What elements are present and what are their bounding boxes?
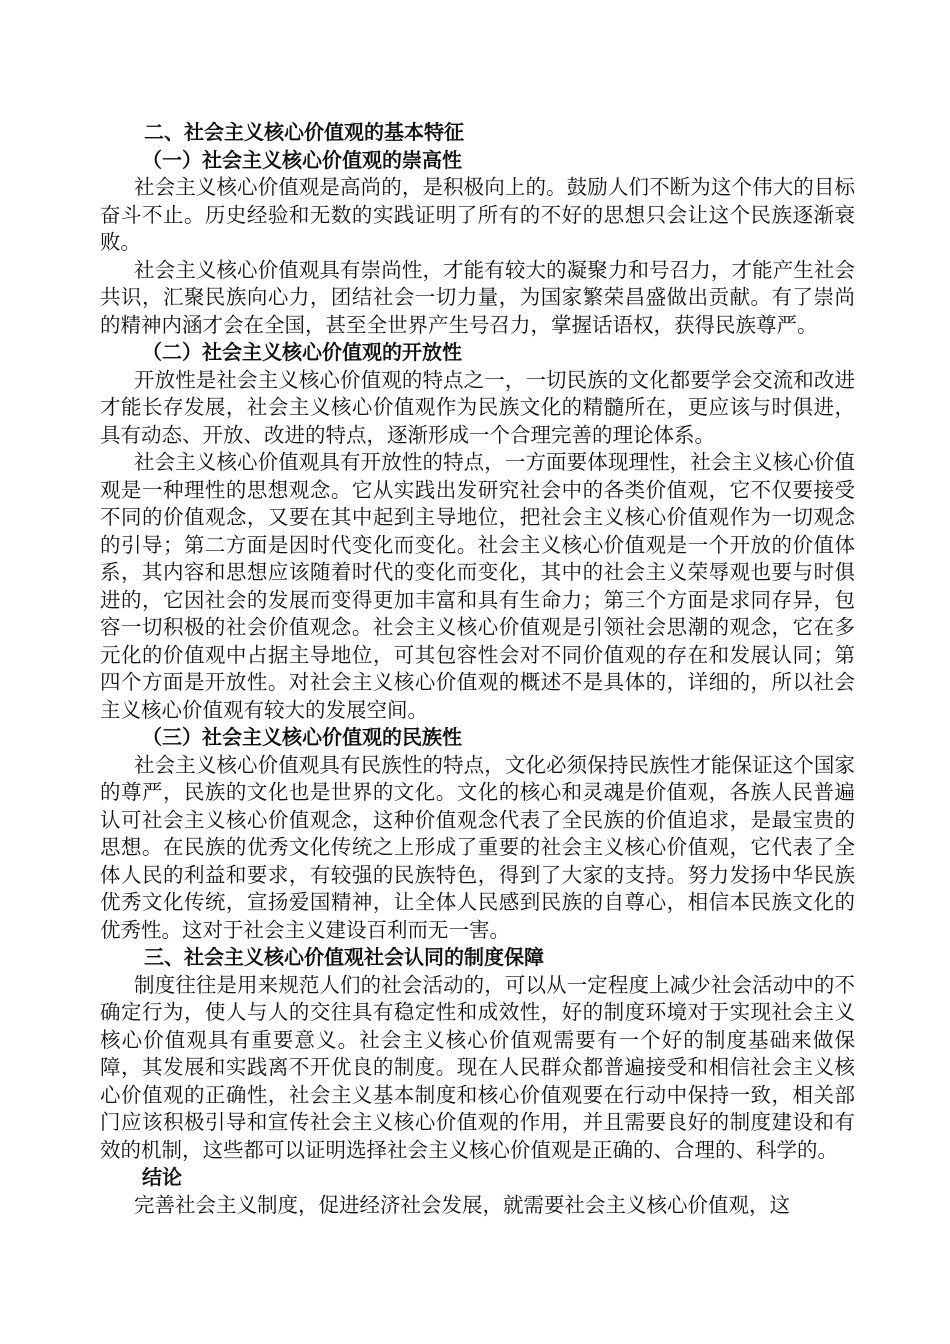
paragraph: 社会主义核心价值观具有民族性的特点，文化必须保持民族性才能保证这个国家的尊严，民族的文化也是世界的文化。文化的核心和灵魂是价值观，各族人民普遍认可社会主义核心价值观念，这种价值观念代表了全民族的价值追求，是最宝贵的思想。在民族的优秀文化传统之上形成了重要的社会主义核心价值观，它代表了全体人民的利益和要求，有较强的民族特色，得到了大家的支持。努力发扬中华民族优秀文化传统，宣扬爱国精神，让全体人民感到民族的自尊心，相信本民族文化的优秀性。这对于社会主义建设百利而无一害。: [100, 752, 855, 942]
paragraph: 开放性是社会主义核心价值观的特点之一，一切民族的文化都要学会交流和改进才能长存发展，社会主义核心价值观作为民族文化的精髓所在，更应该与时俱进，具有动态、开放、改进的特点，逐渐形成一个合理完善的理论体系。: [100, 367, 855, 447]
section-heading-3: 三、社会主义核心价值观社会认同的制度保障: [144, 945, 544, 969]
paragraph: 完善社会主义制度，促进经济社会发展，就需要社会主义核心价值观，这: [134, 1192, 790, 1217]
subsection-heading-1: （一）社会主义核心价值观的崇高性: [142, 147, 462, 172]
conclusion-heading: 结论: [142, 1165, 182, 1189]
subsection-heading-2: （二）社会主义核心价值观的开放性: [142, 340, 462, 364]
document-body: [100, 119, 855, 1219]
paragraph: 社会主义核心价值观具有崇尚性，才能有较大的凝聚力和号召力，才能产生社会共识，汇聚民族向心力，团结社会一切力量，为国家繁荣昌盛做出贡献。有了崇尚的精神内涵才会在全国，甚至全世界产生号召力，掌握话语权，获得民族尊严。: [100, 257, 855, 337]
section-heading-2: 二、社会主义核心价值观的基本特征: [144, 120, 464, 144]
paragraph: 社会主义核心价值观具有开放性的特点，一方面要体现理性，社会主义核心价值观是一种理性的思想观念。它从实践出发研究社会中的各类价值观，它不仅要接受不同的价值观念，又要在其中起到主导地位，把社会主义核心价值观作为一切观念的引导；第二方面是因时代变化而变化。社会主义核心价值观是一个开放的价值体系，其内容和思想应该随着时代的变化而变化，其中的社会主义荣辱观也要与时俱进的，它因社会的发展而变得更加丰富和具有生命力；第三个方面是求同存异，包容一切积极的社会价值观念。社会主义核心价值观是引领社会思潮的观念，它在多元化的价值观中占据主导地位，可其包容性会对不同价值观的存在和发展认同；第四个方面是开放性。对社会主义核心价值观的概述不是具体的，详细的，所以社会主义核心价值观有较大的发展空间。: [100, 450, 855, 722]
paragraph: 制度往往是用来规范人们的社会活动的，可以从一定程度上减少社会活动中的不确定行为，使人与人的交往具有稳定性和成效性，好的制度环境对于实现社会主义核心价值观具有重要意义。社会主义核心价值观需要有一个好的制度基础来做保障，其发展和实践离不开优良的制度。现在人民群众都普遍接受和相信社会主义核心价值观的正确性，社会主义基本制度和核心价值观要在行动中保持一致，相关部门应该积极引导和宣传社会主义核心价值观的作用，并且需要良好的制度建设和有效的机制，这些都可以证明选择社会主义核心价值观是正确的、合理的、科学的。: [100, 972, 855, 1162]
paragraph: 社会主义核心价值观是高尚的，是积极向上的。鼓励人们不断为这个伟大的目标奋斗不止。历史经验和无数的实践证明了所有的不好的思想只会让这个民族逐渐衰败。: [100, 175, 855, 254]
subsection-heading-3: （三）社会主义核心价值观的民族性: [142, 725, 462, 749]
